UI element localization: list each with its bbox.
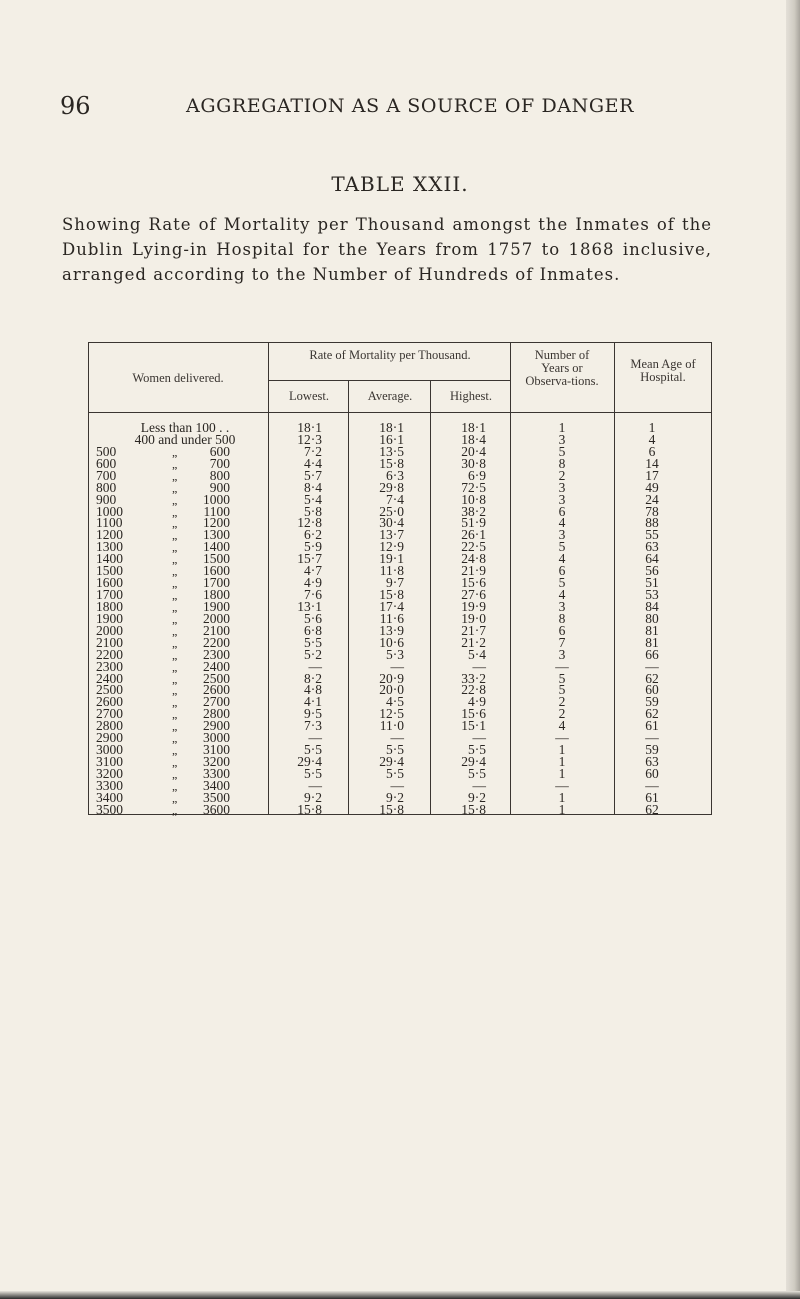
ditto-mark: „ (172, 576, 178, 591)
cell-average: — (390, 777, 404, 793)
header-number-of-years: Number of Years or Observa-tions. (525, 348, 599, 388)
cell-highest: 21·7 (461, 622, 486, 638)
cell-years: — (555, 777, 569, 793)
ditto-mark: „ (172, 516, 178, 531)
range-to: 2800 (203, 706, 230, 722)
cell-average: — (390, 730, 404, 746)
range-to: 2100 (203, 622, 230, 638)
ditto-mark: „ (172, 492, 178, 507)
cell-lowest: 6·8 (304, 622, 322, 638)
cell-highest: 19·9 (461, 598, 486, 614)
header-women-delivered: Women delivered. (132, 371, 224, 385)
cell-highest: 19·0 (461, 610, 486, 626)
page-number: 96 (60, 92, 91, 120)
cell-average: 12·9 (379, 539, 404, 555)
ditto-mark: „ (172, 564, 178, 579)
cell-highest: 24·8 (461, 551, 486, 567)
cell-highest: 21·9 (461, 563, 486, 579)
cell-average: 29·4 (379, 754, 404, 770)
ditto-mark: „ (172, 504, 178, 519)
cell-lowest: 29·4 (297, 754, 322, 770)
cell-lowest: 12·3 (297, 431, 322, 447)
cell-lowest: — (308, 777, 322, 793)
ditto-mark: „ (172, 755, 178, 770)
cell-years: 6 (558, 563, 566, 579)
range-to: 2400 (203, 658, 230, 674)
range-from: 1200 (96, 527, 123, 543)
ditto-mark: „ (172, 743, 178, 758)
cell-average: 5·3 (386, 646, 404, 662)
range-to: 1000 (203, 491, 230, 507)
range-from: 2500 (96, 682, 123, 698)
range-from: 2600 (96, 694, 123, 710)
cell-lowest: 7·6 (304, 587, 322, 603)
cell-lowest: 5·5 (304, 765, 322, 781)
ditto-mark: „ (172, 683, 178, 698)
cell-mean-age: 49 (645, 479, 659, 495)
range-to: 700 (209, 455, 230, 471)
range-to: 1100 (203, 503, 230, 519)
cell-average: 15·8 (379, 587, 404, 603)
cell-years: 4 (558, 587, 566, 603)
ditto-mark: „ (172, 552, 178, 567)
cell-years: — (555, 658, 569, 674)
cell-lowest: 4·7 (304, 563, 322, 579)
cell-average: 11·6 (379, 610, 404, 626)
range-from: 700 (96, 467, 117, 483)
ditto-mark: „ (172, 588, 178, 603)
cell-years: 6 (558, 622, 566, 638)
range-to: 1400 (203, 539, 230, 555)
range-from: 800 (96, 479, 117, 495)
cell-mean-age: 78 (645, 503, 659, 519)
ditto-mark: „ (172, 528, 178, 543)
cell-highest: 5·5 (468, 765, 486, 781)
range-from: 3500 (96, 801, 123, 817)
cell-lowest: 4·8 (304, 682, 322, 698)
cell-average: 10·6 (379, 634, 404, 650)
range-to: 3200 (203, 754, 230, 770)
cell-average: 15·8 (379, 455, 404, 471)
range-to: 3600 (203, 801, 230, 817)
cell-average: 7·4 (386, 491, 404, 507)
range-to: 2000 (203, 610, 230, 626)
range-to: 1300 (203, 527, 230, 543)
cell-mean-age: 81 (645, 634, 659, 650)
cell-mean-age: — (645, 658, 659, 674)
cell-highest: 30·8 (461, 455, 486, 471)
cell-lowest: 8·2 (304, 670, 322, 686)
cell-mean-age: 4 (648, 431, 656, 447)
range-from: 1300 (96, 539, 123, 555)
cell-years: 1 (558, 801, 566, 817)
range-from: 1400 (96, 551, 123, 567)
cell-mean-age: 88 (645, 515, 659, 531)
cell-years: 3 (558, 646, 566, 662)
cell-average: 13·9 (379, 622, 404, 638)
range-to: 1800 (203, 587, 230, 603)
cell-highest: 15·6 (461, 575, 486, 591)
cell-years: 2 (558, 706, 566, 722)
header-average: Average. (367, 389, 413, 403)
ditto-mark: „ (172, 659, 178, 674)
cell-years: 3 (558, 527, 566, 543)
cell-years: 1 (558, 789, 566, 805)
cell-mean-age: 51 (645, 575, 659, 591)
cell-average: 17·4 (379, 598, 404, 614)
ditto-mark: „ (172, 731, 178, 746)
cell-years: — (555, 730, 569, 746)
cell-average: 9·2 (386, 789, 404, 805)
range-from: 2100 (96, 634, 123, 650)
cell-highest: — (472, 658, 486, 674)
cell-highest: 38·2 (461, 503, 486, 519)
cell-lowest: 15·8 (297, 801, 322, 817)
cell-average: 19·1 (379, 551, 404, 567)
ditto-mark: „ (172, 444, 178, 459)
cell-mean-age: 17 (645, 467, 659, 483)
range-to: 1200 (203, 515, 230, 531)
ditto-mark: „ (172, 695, 178, 710)
cell-average: 15·8 (379, 801, 404, 817)
cell-highest: 72·5 (461, 479, 486, 495)
cell-average: 6·3 (386, 467, 404, 483)
cell-years: 3 (558, 479, 566, 495)
cell-lowest: 5·5 (304, 742, 322, 758)
ditto-mark: „ (172, 611, 178, 626)
cell-highest: 27·6 (461, 587, 486, 603)
range-to: 3400 (203, 777, 230, 793)
cell-lowest: 5·5 (304, 634, 322, 650)
range-from: 3000 (96, 742, 123, 758)
cell-lowest: 7·3 (304, 718, 322, 734)
range-from: 3300 (96, 777, 123, 793)
cell-lowest: 5·2 (304, 646, 322, 662)
cell-lowest: 9·2 (304, 789, 322, 805)
cell-lowest: 5·8 (304, 503, 322, 519)
cell-average: — (390, 658, 404, 674)
cell-average: 11·0 (379, 718, 404, 734)
cell-years: 8 (558, 610, 566, 626)
cell-highest: 15·1 (461, 718, 486, 734)
cell-mean-age: 81 (645, 622, 659, 638)
cell-years: 5 (558, 670, 566, 686)
range-to: 3300 (203, 765, 230, 781)
ditto-mark: „ (172, 456, 178, 471)
range-to: 600 (209, 443, 230, 459)
cell-mean-age: 24 (645, 491, 659, 507)
cell-average: 13·7 (379, 527, 404, 543)
cell-highest: 15·8 (461, 801, 486, 817)
cell-years: 1 (558, 765, 566, 781)
rate-subheader-rule (268, 380, 510, 381)
range-from: 2800 (96, 718, 123, 734)
cell-years: 1 (558, 754, 566, 770)
ditto-mark: „ (172, 707, 178, 722)
range-from: 2000 (96, 622, 123, 638)
range-to: 800 (209, 467, 230, 483)
cell-average: 11·8 (379, 563, 404, 579)
cell-mean-age: 61 (645, 789, 659, 805)
range-from: 3100 (96, 754, 123, 770)
cell-highest: 5·5 (468, 742, 486, 758)
ditto-mark: „ (172, 540, 178, 555)
header-bottom-rule (88, 412, 712, 413)
range-from: 3400 (96, 789, 123, 805)
cell-lowest: — (308, 658, 322, 674)
table-top-rule (88, 342, 712, 343)
range-from: 2300 (96, 658, 123, 674)
cell-highest: 6·9 (468, 467, 486, 483)
cell-average: 5·5 (386, 742, 404, 758)
cell-years: 2 (558, 467, 566, 483)
range-from: 1500 (96, 563, 123, 579)
cell-lowest: 4·9 (304, 575, 322, 591)
cell-years: 3 (558, 598, 566, 614)
cell-highest: 22·8 (461, 682, 486, 698)
range-to: 2200 (203, 634, 230, 650)
cell-lowest: 4·4 (304, 455, 322, 471)
header-mean-age: Mean Age of Hospital. (630, 357, 696, 384)
cell-mean-age: 80 (645, 610, 659, 626)
cell-average: 30·4 (379, 515, 404, 531)
running-title: AGGREGATION AS A SOURCE OF DANGER (186, 95, 634, 117)
cell-years: 6 (558, 503, 566, 519)
cell-mean-age: 1 (648, 420, 656, 435)
cell-mean-age: 60 (645, 765, 659, 781)
range-from: 1700 (96, 587, 123, 603)
ditto-mark: „ (172, 480, 178, 495)
cell-lowest: 5·9 (304, 539, 322, 555)
cell-lowest: 9·5 (304, 706, 322, 722)
row-label: 400 and under 500 (134, 431, 236, 447)
cell-years: 4 (558, 551, 566, 567)
cell-highest: 15·6 (461, 706, 486, 722)
cell-lowest: 4·1 (304, 694, 322, 710)
cell-highest: 21·2 (461, 634, 486, 650)
range-from: 1900 (96, 610, 123, 626)
cell-mean-age: 59 (645, 694, 659, 710)
range-to: 1900 (203, 598, 230, 614)
cell-lowest: 5·6 (304, 610, 322, 626)
cell-highest: 18·4 (461, 431, 486, 447)
ditto-mark: „ (172, 802, 178, 817)
cell-years: 5 (558, 575, 566, 591)
ditto-mark: „ (172, 790, 178, 805)
header-lowest: Lowest. (289, 389, 329, 403)
cell-lowest: 5·4 (304, 491, 322, 507)
range-from: 1800 (96, 598, 123, 614)
cell-years: 1 (558, 420, 566, 435)
ditto-mark: „ (172, 647, 178, 662)
cell-mean-age: — (645, 777, 659, 793)
cell-mean-age: 56 (645, 563, 659, 579)
cell-years: 7 (558, 634, 566, 650)
cell-lowest: 7·2 (304, 443, 322, 459)
cell-mean-age: 62 (645, 801, 659, 817)
cell-highest: 9·2 (468, 789, 486, 805)
cell-highest: 26·1 (461, 527, 486, 543)
range-from: 600 (96, 455, 117, 471)
cell-years: 5 (558, 443, 566, 459)
ditto-mark: „ (172, 719, 178, 734)
cell-mean-age: — (645, 730, 659, 746)
range-to: 1500 (203, 551, 230, 567)
ditto-mark: „ (172, 599, 178, 614)
cell-average: 16·1 (379, 431, 404, 447)
range-to: 3100 (203, 742, 230, 758)
range-from: 1000 (96, 503, 123, 519)
cell-mean-age: 55 (645, 527, 659, 543)
cell-mean-age: 66 (645, 646, 659, 662)
range-to: 3000 (203, 730, 230, 746)
table-caption: Showing Rate of Mortality per Thousand amongst the Inmates of the Dublin Lying-in Hospital for the Years from 1757 to 1868 inclusive, arranged according to the Number of Hundreds of Inmates. (62, 215, 712, 284)
cell-mean-age: 61 (645, 718, 659, 734)
cell-years: 3 (558, 491, 566, 507)
cell-years: 4 (558, 515, 566, 531)
cell-average: 4·5 (386, 694, 404, 710)
cell-years: 8 (558, 455, 566, 471)
ditto-mark: „ (172, 778, 178, 793)
cell-highest: 4·9 (468, 694, 486, 710)
ditto-mark: „ (172, 635, 178, 650)
cell-average: 20·9 (379, 670, 404, 686)
cell-average: 20·0 (379, 682, 404, 698)
cell-mean-age: 6 (648, 443, 656, 459)
cell-mean-age: 60 (645, 682, 659, 698)
cell-mean-age: 64 (645, 551, 659, 567)
cell-mean-age: 62 (645, 670, 659, 686)
cell-lowest: 18·1 (297, 420, 322, 435)
cell-lowest: 5·7 (304, 467, 322, 483)
header-highest: Highest. (449, 389, 492, 403)
cell-average: 5·5 (386, 765, 404, 781)
cell-highest: 22·5 (461, 539, 486, 555)
cell-average: 29·8 (379, 479, 404, 495)
range-to: 2700 (203, 694, 230, 710)
row-label: Less than 100 . . (140, 420, 230, 435)
table-title: TABLE XXII. (331, 172, 469, 196)
range-to: 3500 (203, 789, 230, 805)
range-to: 1600 (203, 563, 230, 579)
range-from: 2900 (96, 730, 123, 746)
cell-mean-age: 63 (645, 754, 659, 770)
ditto-mark: „ (172, 623, 178, 638)
header-rate-group: Rate of Mortality per Thousand. (309, 348, 471, 362)
range-to: 1700 (203, 575, 230, 591)
cell-years: 1 (558, 742, 566, 758)
cell-mean-age: 62 (645, 706, 659, 722)
range-to: 2500 (203, 670, 230, 686)
cell-average: 9·7 (386, 575, 404, 591)
range-from: 2400 (96, 670, 123, 686)
cell-mean-age: 84 (645, 598, 659, 614)
range-from: 1100 (96, 515, 123, 531)
cell-lowest: 12·8 (297, 515, 322, 531)
cell-mean-age: 53 (645, 587, 659, 603)
range-to: 2300 (203, 646, 230, 662)
mortality-table (88, 342, 712, 816)
cell-highest: 33·2 (461, 670, 486, 686)
cell-highest: 20·4 (461, 443, 486, 459)
cell-highest: 10·8 (461, 491, 486, 507)
cell-years: 4 (558, 718, 566, 734)
range-to: 2600 (203, 682, 230, 698)
cell-lowest: 8·4 (304, 479, 322, 495)
cell-highest: 51·9 (461, 515, 486, 531)
cell-years: 5 (558, 682, 566, 698)
range-from: 2700 (96, 706, 123, 722)
ditto-mark: „ (172, 671, 178, 686)
ditto-mark: „ (172, 468, 178, 483)
cell-highest: 5·4 (468, 646, 486, 662)
cell-highest: 29·4 (461, 754, 486, 770)
cell-highest: — (472, 730, 486, 746)
cell-lowest: 13·1 (297, 598, 322, 614)
ditto-mark: „ (172, 766, 178, 781)
range-from: 3200 (96, 765, 123, 781)
cell-average: 25·0 (379, 503, 404, 519)
range-from: 900 (96, 491, 117, 507)
running-head (60, 92, 760, 122)
cell-mean-age: 63 (645, 539, 659, 555)
range-from: 500 (96, 443, 117, 459)
cell-mean-age: 14 (645, 455, 659, 471)
cell-highest: 18·1 (461, 420, 486, 435)
cell-mean-age: 59 (645, 742, 659, 758)
cell-years: 5 (558, 539, 566, 555)
cell-highest: — (472, 777, 486, 793)
cell-lowest: — (308, 730, 322, 746)
range-from: 1600 (96, 575, 123, 591)
range-from: 2200 (96, 646, 123, 662)
cell-years: 2 (558, 694, 566, 710)
range-to: 900 (209, 479, 230, 495)
cell-average: 13·5 (379, 443, 404, 459)
page-bottom-edge (0, 1291, 800, 1299)
cell-lowest: 15·7 (297, 551, 322, 567)
cell-years: 3 (558, 431, 566, 447)
table-row (88, 802, 712, 818)
range-to: 2900 (203, 718, 230, 734)
cell-average: 12·5 (379, 706, 404, 722)
cell-average: 18·1 (379, 420, 404, 435)
cell-lowest: 6·2 (304, 527, 322, 543)
